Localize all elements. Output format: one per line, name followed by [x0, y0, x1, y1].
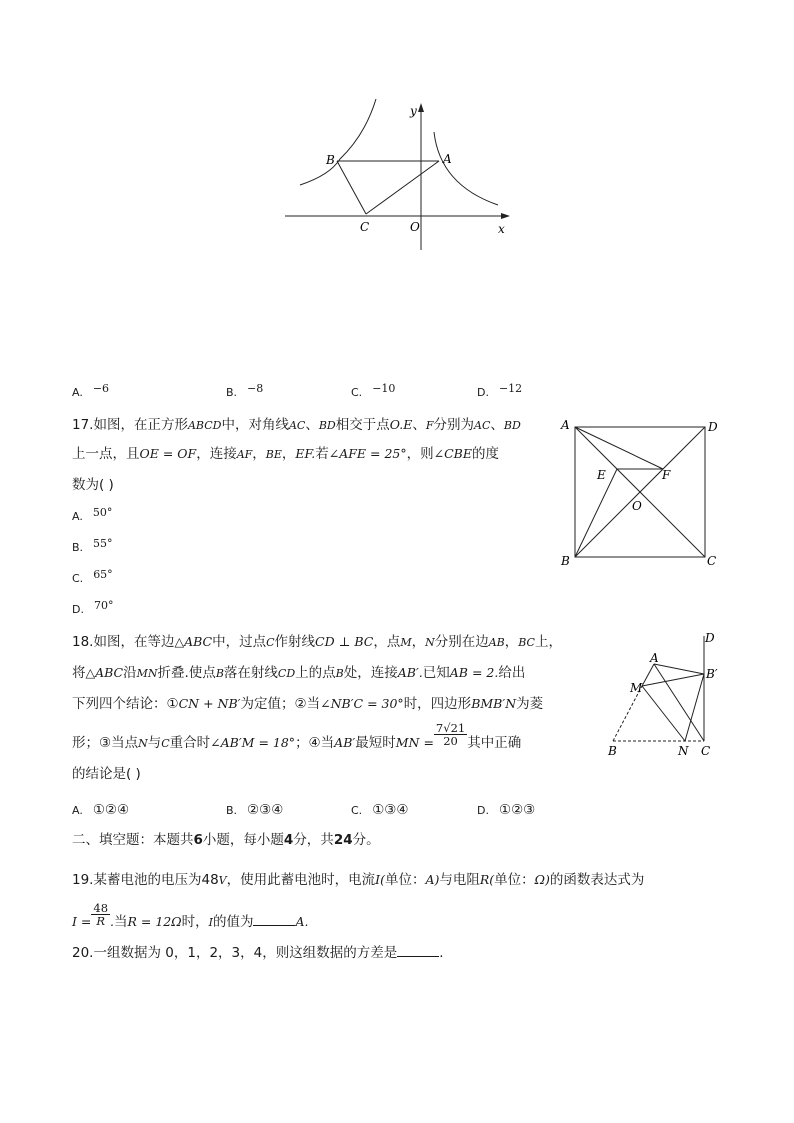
q16-option-a[interactable]: A. $^{-6}$	[72, 382, 110, 399]
q20-line: 20.一组数据为 0，1，2，3，4，则这组数据的方差是 .	[72, 945, 444, 961]
segment-BE	[575, 469, 617, 557]
q18-option-a[interactable]: A. ①②④	[72, 802, 130, 818]
q18-line-1: 18.如图，在等边△ABC中，过点C作射线CD ⊥ BC，点M，N分别在边AB，BC上，	[72, 634, 562, 650]
q20-answer-blank[interactable]	[397, 944, 439, 957]
hyperbola-left-branch	[300, 99, 376, 185]
label-F: F	[662, 468, 671, 482]
q18-line-2: 将△ABC沿MN折叠.使点B落在射线CD上的点B处，连接AB′.已知AB = 2.给出	[72, 665, 526, 681]
q17-line-1: 17.如图，在正方形ABCD中，对角线AC、BD相交于点O.E、F分别为AC、BD	[72, 417, 521, 433]
q16-option-c[interactable]: C. $^{-10}$	[351, 382, 396, 399]
label-E: E	[597, 468, 606, 482]
q16-option-d[interactable]: D. $^{-12}$	[477, 382, 523, 399]
label-A: A	[650, 651, 659, 665]
label-B: B	[561, 554, 570, 568]
segment-BC	[337, 161, 366, 214]
segment-NB-prime	[685, 674, 704, 741]
label-O: O	[632, 499, 642, 513]
label-C: C	[707, 554, 717, 568]
segment-AM	[642, 664, 654, 686]
x-axis-arrow	[501, 213, 510, 219]
segment-MB-prime	[642, 674, 704, 686]
label-B: B	[608, 744, 617, 758]
q18-option-b[interactable]: B. ②③④	[226, 802, 284, 818]
q18-option-c[interactable]: C. ①③④	[351, 802, 409, 818]
label-A: A	[561, 418, 570, 432]
q17-option-b[interactable]: B. $^{55^\circ}$	[72, 537, 113, 554]
q18-option-d[interactable]: D. ①②③	[477, 802, 536, 818]
q17-option-a[interactable]: A. $^{50^\circ}$	[72, 506, 113, 523]
q17-line-3: 数为( )	[72, 477, 114, 493]
q16-option-b[interactable]: B. $^{-8}$	[226, 382, 264, 399]
q19-answer-blank[interactable]	[253, 913, 295, 926]
q19-line-1: 19.某蓄电池的电压为48V，使用此蓄电池时，电流I(单位：A)与电阻R(单位：Ω)的函数表达式为	[72, 872, 645, 888]
label-B: B	[326, 153, 335, 167]
y-axis-arrow	[418, 103, 424, 112]
label-N: N	[678, 744, 689, 758]
figure-18-fold	[600, 628, 730, 760]
segment-CA	[366, 161, 439, 214]
segment-AF	[575, 427, 663, 469]
segment-AB-prime	[654, 664, 704, 674]
mn-fraction: $\frac{7√21}{20}$	[435, 720, 466, 748]
section-2-heading: 二、填空题：本题共6小题，每小题4分，共24分。	[72, 832, 380, 848]
label-A: A	[443, 152, 452, 166]
q17-line-2: 上一点，且OE = OF，连接AF，BE，EF.若∠AFE = 25°，则∠CBE的度	[72, 446, 499, 462]
q17-option-c[interactable]: C. $^{65^\circ}$	[72, 568, 113, 585]
i-fraction: $\frac{48}{R}$	[93, 900, 109, 928]
q18-line-5: 的结论是( )	[72, 766, 141, 782]
segment-MN	[642, 686, 685, 741]
label-B-prime: B′	[706, 667, 718, 681]
figure-17-square	[555, 415, 730, 575]
label-C: C	[701, 744, 711, 758]
label-D: D	[705, 631, 715, 645]
label-C: C	[360, 220, 370, 234]
q19-line-2: I = $\frac{48}{R}$ .当R = 12Ω时，I的值为 A.	[72, 900, 309, 930]
q18-line-4: 形；③当点N与C重合时∠AB′M = 18°；④当AB′最短时MN = $\frac{7√21}{20}$ 其中正确	[72, 720, 522, 751]
label-x: x	[498, 222, 505, 236]
figure-16-graph	[280, 95, 520, 255]
label-O: O	[410, 220, 420, 234]
hyperbola-right-branch	[434, 132, 498, 205]
label-M: M	[630, 681, 643, 695]
q17-option-d[interactable]: D. $^{70^\circ}$	[72, 599, 114, 616]
label-y: y	[410, 104, 417, 118]
q18-line-3: 下列四个结论：①CN + NB′为定值；②当∠NB′C = 30°时，四边形BMB′N为菱	[72, 696, 544, 712]
label-D: D	[708, 420, 718, 434]
